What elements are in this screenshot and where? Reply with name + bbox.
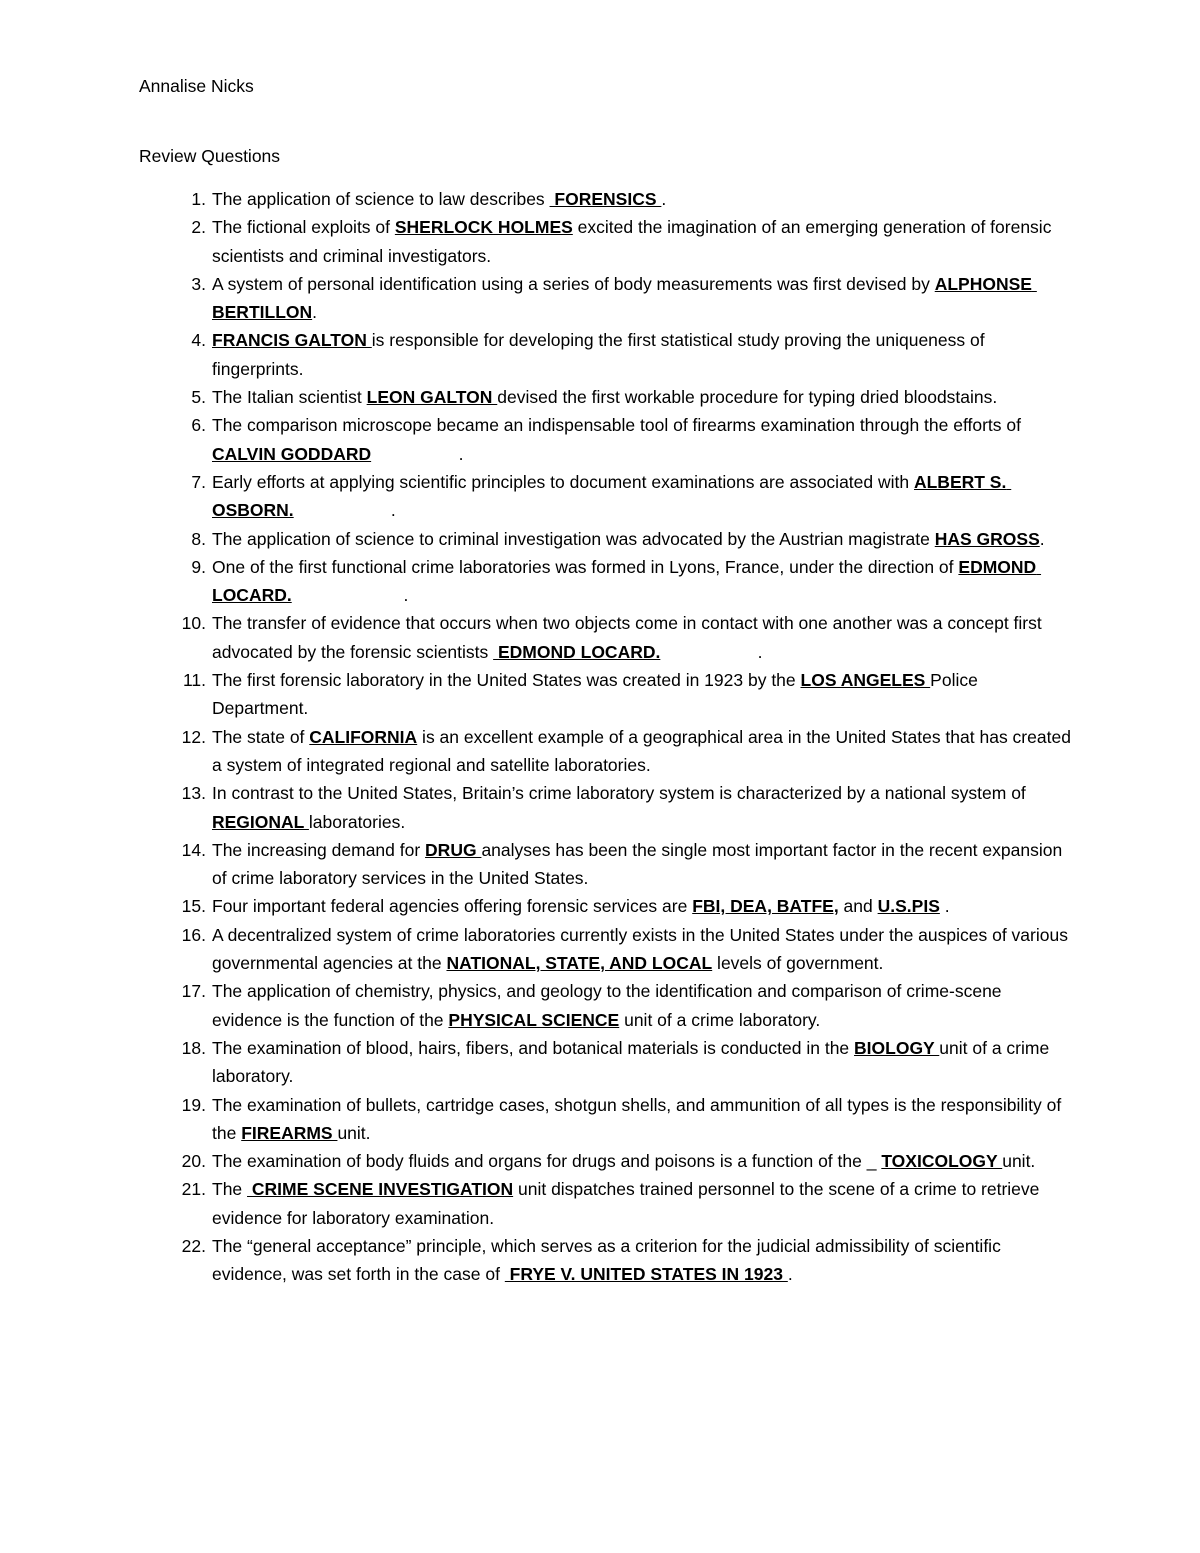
- answer-text: SHERLOCK HOLMES: [394, 217, 573, 238]
- question-text: analyses has been the single most important factor in the recent expansion of crime laboratory services in the United States.: [212, 839, 1068, 889]
- question-item: [181, 921, 1073, 978]
- question-text: .: [1039, 528, 1045, 549]
- question-text: unit of a crime laboratory.: [212, 1037, 1055, 1087]
- question-number: 7.: [191, 471, 206, 492]
- question-text: A decentralized system of crime laboratories currently exists in the United States under the auspices of various governmental agencies at the: [212, 924, 1073, 974]
- question-number: 2.: [191, 217, 206, 238]
- question-item: [181, 1091, 1072, 1148]
- question-number: 3.: [191, 273, 206, 294]
- answer-text: FRYE V. UNITED STATES IN 1923: [504, 1264, 788, 1285]
- question-item: [181, 1034, 1072, 1091]
- question-number: 14.: [181, 839, 206, 860]
- question-text: .: [371, 443, 464, 464]
- question-text: .: [661, 189, 667, 209]
- answer-text: LEON GALTON: [366, 387, 498, 408]
- question-number: 13.: [181, 783, 206, 804]
- question-text: and: [838, 896, 878, 917]
- question-number: 20.: [181, 1151, 206, 1172]
- question-number: 17.: [181, 981, 206, 1002]
- question-number: 12.: [181, 726, 206, 747]
- question-item: [191, 213, 1072, 270]
- answer-text: FRANCIS GALTON: [212, 330, 372, 351]
- question-text: excited the imagination of an emerging generation of forensic scientists and criminal investigators.: [212, 217, 1057, 266]
- question-number: 5.: [191, 387, 206, 408]
- answer-text: REGIONAL: [212, 811, 309, 832]
- question-number: 4.: [191, 330, 206, 351]
- answer-text: CALIFORNIA: [309, 726, 418, 747]
- question-item: [181, 1232, 1072, 1289]
- question-text: .: [293, 500, 396, 521]
- question-item: [191, 383, 1072, 411]
- answer-text: HAS GROSS: [934, 528, 1040, 549]
- question-text: In contrast to the United States, Britain’s crime laboratory system is characterized by a national system of: [212, 783, 1031, 804]
- answer-text: CRIME SCENE INVESTIGATION: [247, 1179, 514, 1200]
- question-text: .: [660, 641, 763, 662]
- question-text: unit.: [337, 1122, 371, 1143]
- question-number: 1.: [191, 189, 206, 209]
- question-text: Early efforts at applying scientific principles to document examinations are associated with: [212, 471, 914, 492]
- question-item: [191, 468, 1072, 525]
- answer-text: EDMOND LOCARD.: [493, 641, 661, 662]
- question-text: The application of chemistry, physics, and geology to the identification and comparison of crime-scene evidence is the function of the: [212, 981, 1007, 1030]
- question-number: 8.: [191, 528, 206, 549]
- author-name: Annalise Nicks: [139, 76, 254, 96]
- question-text: .: [312, 302, 318, 323]
- question-item: [181, 892, 1072, 920]
- question-number: 21.: [181, 1179, 206, 1200]
- question-item: [182, 666, 1072, 723]
- question-text: devised the first workable procedure for typing dried bloodstains.: [497, 387, 998, 408]
- question-text: One of the first functional crime laboratories was formed in Lyons, France, under the direction of: [212, 556, 959, 577]
- question-text: The “general acceptance” principle, which serves as a criterion for the judicial admissibility of scientific evidence, was set forth in the case of: [212, 1235, 1006, 1285]
- question-list: [181, 185, 1076, 1289]
- answer-text: BIOLOGY: [854, 1037, 940, 1058]
- answer-text: TOXICOLOGY: [881, 1151, 1003, 1172]
- question-text: .: [939, 896, 950, 917]
- question-item: [181, 779, 1072, 836]
- question-text: Four important federal agencies offering forensic services are: [212, 896, 693, 917]
- question-number: 16.: [181, 924, 206, 945]
- question-text: The state of: [212, 726, 310, 747]
- answer-text: DRUG: [425, 839, 482, 860]
- question-text: The fictional exploits of: [212, 217, 395, 238]
- question-text: The transfer of evidence that occurs when two objects come in contact with one another was a concept first advocated by the forensic scientists: [212, 613, 1047, 662]
- question-text: .: [787, 1264, 793, 1285]
- question-text: The first forensic laboratory in the United States was created in 1923 by the: [212, 670, 801, 691]
- question-text: The Italian scientist: [212, 387, 367, 408]
- question-text: laboratories.: [308, 811, 406, 832]
- question-item: [191, 553, 1072, 610]
- answer-text: NATIONAL, STATE, AND LOCAL: [446, 953, 713, 974]
- question-text: unit dispatches trained personnel to the scene of a crime to retrieve evidence for laboratory examination.: [212, 1179, 1045, 1228]
- question-number: 10.: [181, 613, 206, 634]
- answer-text: EDMOND LOCARD.: [212, 556, 1042, 606]
- question-number: 15.: [181, 896, 206, 917]
- question-text: The examination of body fluids and organs for drugs and poisons is a function of the _: [212, 1151, 882, 1172]
- answer-text: PHYSICAL SCIENCE: [448, 1009, 620, 1030]
- question-item: [181, 609, 1072, 666]
- answer-text: FIREARMS: [241, 1122, 338, 1143]
- question-number: 18.: [181, 1037, 206, 1058]
- question-number: 22.: [181, 1235, 206, 1256]
- answer-text: ALBERT S. OSBORN.: [212, 471, 1012, 521]
- question-item: [181, 1175, 1072, 1232]
- question-number: 19.: [181, 1094, 206, 1115]
- answer-text: CALVIN GODDARD: [212, 443, 372, 464]
- question-text: Police Department.: [212, 670, 983, 719]
- question-text: is an excellent example of a geographical area in the United States that has created a system of integrated regional and satellite laboratories.: [212, 726, 1076, 775]
- question-item: [181, 723, 1076, 780]
- answer-text: ALPHONSE BERTILLON: [212, 273, 1037, 323]
- question-item: [191, 270, 1072, 327]
- page-heading: Review Questions: [139, 146, 281, 166]
- question-item: [191, 411, 1072, 468]
- question-item: [181, 836, 1072, 893]
- question-text: The examination of blood, hairs, fibers, and botanical materials is conducted in the: [212, 1037, 855, 1058]
- answer-text: U.S.PIS: [877, 896, 940, 917]
- answer-text: FBI, DEA, BATFE,: [692, 896, 839, 917]
- question-text: The application of science to criminal investigation was advocated by the Austrian magistrate: [212, 528, 935, 549]
- question-text: The: [212, 1179, 248, 1200]
- question-text: levels of government.: [712, 953, 884, 974]
- question-number: 11.: [182, 670, 206, 691]
- question-text: unit of a crime laboratory.: [619, 1009, 821, 1030]
- question-item: [191, 326, 1072, 383]
- question-text: The increasing demand for: [212, 839, 426, 860]
- question-text: .: [291, 585, 409, 606]
- question-text: The comparison microscope became an indispensable tool of firearms examination through the efforts of: [212, 415, 1026, 436]
- question-item: [181, 1147, 1072, 1175]
- question-text: unit.: [1002, 1151, 1036, 1172]
- question-number: 9.: [191, 556, 206, 577]
- question-item: [181, 977, 1072, 1034]
- question-text: The examination of bullets, cartridge cases, shotgun shells, and ammunition of all types is the responsibility of the: [212, 1094, 1067, 1143]
- question-item: [191, 185, 1072, 213]
- question-number: 6.: [191, 415, 206, 436]
- question-text: is responsible for developing the first statistical study proving the uniqueness of fingerprints.: [212, 330, 990, 379]
- question-text: A system of personal identification using a series of body measurements was first devised by: [212, 273, 935, 294]
- answer-text: FORENSICS: [549, 189, 662, 209]
- question-item: [191, 525, 1072, 553]
- answer-text: LOS ANGELES: [800, 670, 931, 691]
- question-text: The application of science to law describes: [212, 189, 550, 209]
